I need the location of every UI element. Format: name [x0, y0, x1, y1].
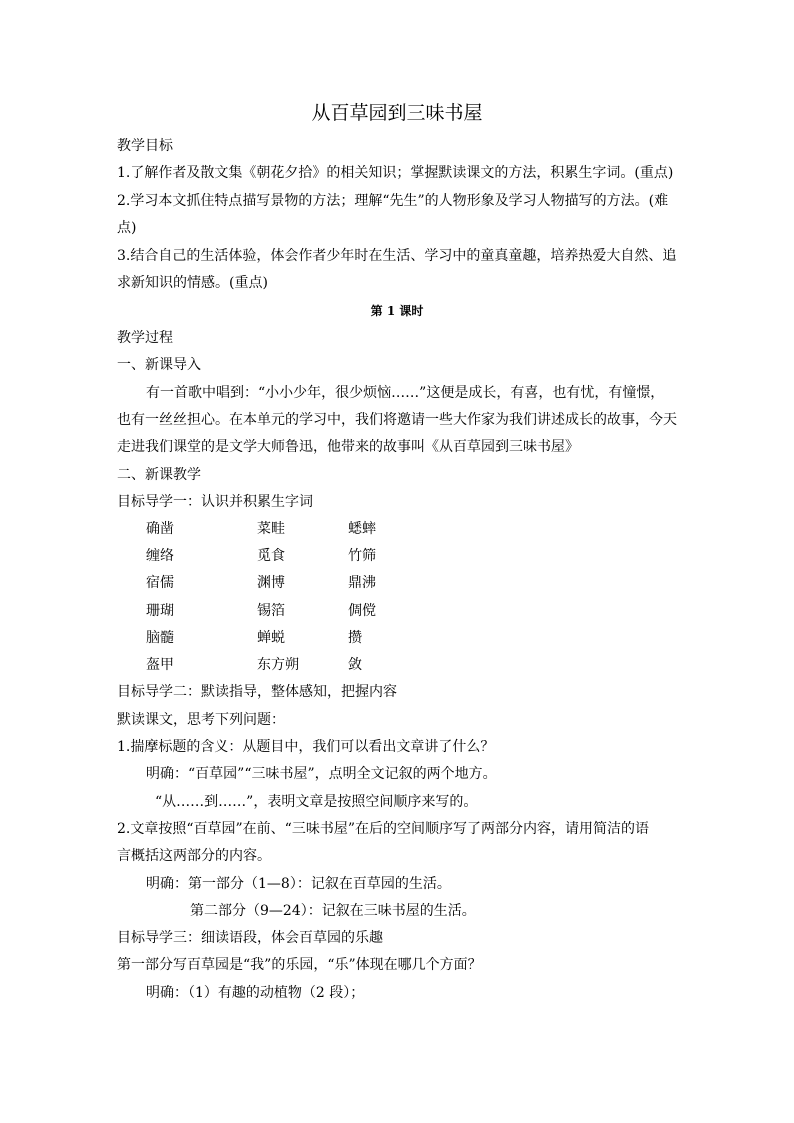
vocab-word: 觅食 — [257, 548, 285, 564]
answer-2-cont: 第二部分（9—24）：记叙在三味书屋的生活。 — [190, 903, 476, 919]
lesson-label: 第 1 课时 — [370, 304, 424, 318]
goal2-heading: 目标导学二：默读指导，整体感知，把握内容 — [117, 684, 397, 700]
vocab-word: 蟋蟀 — [348, 521, 376, 537]
vocab-word: 脑髓 — [146, 630, 174, 646]
vocab-word: 敛 — [348, 657, 362, 673]
objective-2-cont: 点) — [117, 220, 137, 236]
goal3-question: 第一部分写百草园是“我”的乐园，“乐”体现在哪几个方面？ — [117, 957, 482, 973]
vocab-word: 渊博 — [257, 575, 285, 591]
goal3-answer: 明确：（1）有趣的动植物（2 段）； — [146, 985, 365, 1001]
vocab-word: 确凿 — [146, 521, 174, 537]
vocab-word: 东方朔 — [257, 657, 299, 673]
answer-1-cont: “从……到……”，表明文章是按照空间顺序来写的。 — [155, 794, 478, 810]
vocab-word: 缠络 — [146, 548, 174, 564]
vocab-word: 竹筛 — [348, 548, 376, 564]
vocab-word: 倜傥 — [348, 603, 376, 619]
vocab-word: 蝉蜕 — [257, 630, 285, 646]
vocab-word: 盔甲 — [146, 657, 174, 673]
vocab-word: 珊瑚 — [146, 603, 174, 619]
process-heading: 教学过程 — [117, 330, 173, 346]
vocab-word: 宿儒 — [146, 575, 174, 591]
intro-paragraph-line: 走进我们课堂的是文学大师鲁迅，他带来的故事叫《从百草园到三味书屋》 — [117, 439, 579, 455]
vocab-word: 鼎沸 — [348, 575, 376, 591]
document-title: 从百草园到三味书屋 — [311, 102, 483, 124]
answer-2: 明确：第一部分（1—8）：记叙在百草园的生活。 — [146, 876, 451, 892]
vocab-word: 菜畦 — [257, 521, 285, 537]
objective-3-cont: 求新知识的情感。(重点) — [117, 275, 268, 291]
vocab-word: 锡箔 — [257, 603, 285, 619]
new-lesson-heading: 二、新课教学 — [117, 467, 201, 483]
intro-heading: 一、新课导入 — [117, 357, 201, 373]
objective-2: 2.学习本文抓住特点描写景物的方法；理解“先生”的人物形象及学习人物描写的方法。(难 — [117, 193, 669, 209]
goal3-heading: 目标导学三：细读语段，体会百草园的乐趣 — [117, 930, 383, 946]
goal1-heading: 目标导学一：认识并积累生字词 — [117, 494, 313, 510]
objective-3: 3.结合自己的生活体验，体会作者少年时在生活、学习中的童真童趣，培养热爱大自然、追 — [117, 248, 677, 264]
intro-paragraph-line: 也有一丝丝担心。在本单元的学习中，我们将邀请一些大作家为我们讲述成长的故事，今天 — [117, 412, 677, 428]
goal2-prompt: 默读课文，思考下列问题： — [117, 712, 285, 728]
vocab-word: 攒 — [348, 630, 362, 646]
question-2: 2.文章按照“百草园”在前、“三味书屋”在后的空间顺序写了两部分内容，请用简洁的语 — [117, 821, 649, 837]
objective-1: 1.了解作者及散文集《朝花夕拾》的相关知识；掌握默读课文的方法，积累生字词。(重点) — [117, 165, 674, 181]
question-2-cont: 言概括这两部分的内容。 — [117, 848, 271, 864]
intro-paragraph-line: 有一首歌中唱到：“小小少年，很少烦恼……”这便是成长，有喜，也有忧，有憧憬， — [146, 385, 665, 401]
question-1: 1.揣摩标题的含义：从题目中，我们可以看出文章讲了什么？ — [117, 739, 495, 755]
answer-1: 明确：“百草园”“三味书屋”，点明全文记叙的两个地方。 — [146, 766, 497, 782]
objectives-heading: 教学目标 — [117, 138, 173, 154]
